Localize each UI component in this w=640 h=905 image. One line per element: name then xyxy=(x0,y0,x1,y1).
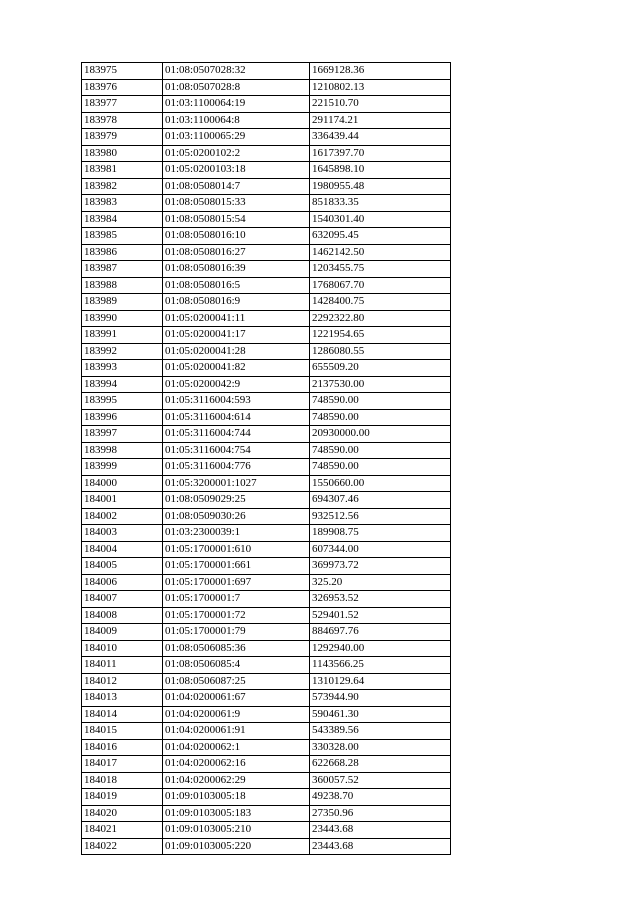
amount-cell: 748590.00 xyxy=(310,442,451,459)
table-row xyxy=(82,327,451,344)
amount-cell: 573944.90 xyxy=(310,690,451,707)
table-row xyxy=(82,244,451,261)
amount-cell: 1617397.70 xyxy=(310,145,451,162)
cadastral-number-cell: 01:03:1100064:8 xyxy=(163,112,310,129)
amount-cell: 529401.52 xyxy=(310,607,451,624)
amount-cell: 622668.28 xyxy=(310,756,451,773)
amount-cell: 1428400.75 xyxy=(310,294,451,311)
cadastral-number-cell: 01:08:0509030:26 xyxy=(163,508,310,525)
amount-cell: 1980955.48 xyxy=(310,178,451,195)
record-id-cell: 183985 xyxy=(82,228,163,245)
record-id-cell: 184017 xyxy=(82,756,163,773)
cadastral-number-cell: 01:05:0200041:82 xyxy=(163,360,310,377)
cadastral-number-cell: 01:08:0508016:5 xyxy=(163,277,310,294)
table-row xyxy=(82,508,451,525)
table-row xyxy=(82,96,451,113)
amount-cell: 1286080.55 xyxy=(310,343,451,360)
table-row xyxy=(82,294,451,311)
cadastral-number-cell: 01:05:3116004:744 xyxy=(163,426,310,443)
table-row xyxy=(82,805,451,822)
cadastral-number-cell: 01:05:3116004:754 xyxy=(163,442,310,459)
cadastral-number-cell: 01:05:1700001:610 xyxy=(163,541,310,558)
amount-cell: 360057.52 xyxy=(310,772,451,789)
cadastral-number-cell: 01:08:0509029:25 xyxy=(163,492,310,509)
record-id-cell: 184014 xyxy=(82,706,163,723)
table-row xyxy=(82,145,451,162)
amount-cell: 607344.00 xyxy=(310,541,451,558)
record-id-cell: 183978 xyxy=(82,112,163,129)
record-id-cell: 183982 xyxy=(82,178,163,195)
table-row xyxy=(82,63,451,80)
table-row xyxy=(82,772,451,789)
cadastral-number-cell: 01:05:0200041:11 xyxy=(163,310,310,327)
cadastral-number-cell: 01:03:1100064:19 xyxy=(163,96,310,113)
table-row xyxy=(82,459,451,476)
record-id-cell: 183994 xyxy=(82,376,163,393)
table-row xyxy=(82,393,451,410)
cadastral-number-cell: 01:05:3200001:1027 xyxy=(163,475,310,492)
record-id-cell: 184001 xyxy=(82,492,163,509)
cadastral-number-cell: 01:03:1100065:29 xyxy=(163,129,310,146)
cadastral-number-cell: 01:05:0200042:9 xyxy=(163,376,310,393)
table-row xyxy=(82,756,451,773)
cadastral-number-cell: 01:05:1700001:661 xyxy=(163,558,310,575)
amount-cell: 1540301.40 xyxy=(310,211,451,228)
record-id-cell: 183992 xyxy=(82,343,163,360)
record-id-cell: 183993 xyxy=(82,360,163,377)
cadastral-number-cell: 01:05:0200041:28 xyxy=(163,343,310,360)
amount-cell: 2137530.00 xyxy=(310,376,451,393)
cadastral-number-cell: 01:05:1700001:79 xyxy=(163,624,310,641)
cadastral-number-cell: 01:04:0200062:1 xyxy=(163,739,310,756)
record-id-cell: 183977 xyxy=(82,96,163,113)
record-id-cell: 184016 xyxy=(82,739,163,756)
table-row xyxy=(82,723,451,740)
amount-cell: 1143566.25 xyxy=(310,657,451,674)
cadastral-number-cell: 01:08:0508016:39 xyxy=(163,261,310,278)
cadastral-number-cell: 01:08:0508016:27 xyxy=(163,244,310,261)
table-row xyxy=(82,277,451,294)
amount-cell: 326953.52 xyxy=(310,591,451,608)
amount-cell: 694307.46 xyxy=(310,492,451,509)
amount-cell: 1669128.36 xyxy=(310,63,451,80)
amount-cell: 1310129.64 xyxy=(310,673,451,690)
record-id-cell: 183998 xyxy=(82,442,163,459)
table-row xyxy=(82,343,451,360)
amount-cell: 49238.70 xyxy=(310,789,451,806)
amount-cell: 748590.00 xyxy=(310,459,451,476)
cadastral-number-cell: 01:09:0103005:210 xyxy=(163,822,310,839)
amount-cell: 189908.75 xyxy=(310,525,451,542)
table-row xyxy=(82,228,451,245)
cadastral-number-cell: 01:08:0507028:8 xyxy=(163,79,310,96)
record-id-cell: 183981 xyxy=(82,162,163,179)
cadastral-number-cell: 01:05:3116004:776 xyxy=(163,459,310,476)
amount-cell: 851833.35 xyxy=(310,195,451,212)
table-row xyxy=(82,442,451,459)
amount-cell: 1221954.65 xyxy=(310,327,451,344)
record-id-cell: 183996 xyxy=(82,409,163,426)
amount-cell: 221510.70 xyxy=(310,96,451,113)
record-id-cell: 184006 xyxy=(82,574,163,591)
amount-cell: 632095.45 xyxy=(310,228,451,245)
table-row xyxy=(82,673,451,690)
amount-cell: 1645898.10 xyxy=(310,162,451,179)
table-row xyxy=(82,558,451,575)
cadastral-number-cell: 01:05:1700001:7 xyxy=(163,591,310,608)
record-id-cell: 184009 xyxy=(82,624,163,641)
cadastral-number-cell: 01:08:0508016:9 xyxy=(163,294,310,311)
cadastral-number-cell: 01:04:0200062:29 xyxy=(163,772,310,789)
record-id-cell: 184022 xyxy=(82,838,163,855)
amount-cell: 932512.56 xyxy=(310,508,451,525)
record-id-cell: 184004 xyxy=(82,541,163,558)
record-id-cell: 183990 xyxy=(82,310,163,327)
table-row xyxy=(82,492,451,509)
table-row xyxy=(82,376,451,393)
table-row xyxy=(82,475,451,492)
amount-cell: 2292322.80 xyxy=(310,310,451,327)
record-id-cell: 184013 xyxy=(82,690,163,707)
table-row xyxy=(82,789,451,806)
record-id-cell: 183989 xyxy=(82,294,163,311)
table-row xyxy=(82,591,451,608)
cadastral-number-cell: 01:04:0200062:16 xyxy=(163,756,310,773)
data-table xyxy=(81,62,451,855)
cadastral-number-cell: 01:04:0200061:9 xyxy=(163,706,310,723)
table-row xyxy=(82,162,451,179)
record-id-cell: 184015 xyxy=(82,723,163,740)
cadastral-number-cell: 01:08:0506085:4 xyxy=(163,657,310,674)
cadastral-number-cell: 01:08:0508015:33 xyxy=(163,195,310,212)
record-id-cell: 183980 xyxy=(82,145,163,162)
cadastral-number-cell: 01:08:0507028:32 xyxy=(163,63,310,80)
table-row xyxy=(82,261,451,278)
record-id-cell: 183976 xyxy=(82,79,163,96)
cadastral-number-cell: 01:05:0200103:18 xyxy=(163,162,310,179)
table-row xyxy=(82,706,451,723)
table-row xyxy=(82,657,451,674)
record-id-cell: 183991 xyxy=(82,327,163,344)
record-id-cell: 183979 xyxy=(82,129,163,146)
record-id-cell: 184005 xyxy=(82,558,163,575)
cadastral-number-cell: 01:09:0103005:220 xyxy=(163,838,310,855)
cadastral-number-cell: 01:09:0103005:183 xyxy=(163,805,310,822)
table-row xyxy=(82,310,451,327)
table-row xyxy=(82,525,451,542)
record-id-cell: 183997 xyxy=(82,426,163,443)
record-id-cell: 183987 xyxy=(82,261,163,278)
cadastral-number-cell: 01:05:0200041:17 xyxy=(163,327,310,344)
cadastral-number-cell: 01:04:0200061:67 xyxy=(163,690,310,707)
cadastral-number-cell: 01:08:0508016:10 xyxy=(163,228,310,245)
cadastral-number-cell: 01:03:2300039:1 xyxy=(163,525,310,542)
record-id-cell: 183988 xyxy=(82,277,163,294)
table-row xyxy=(82,574,451,591)
record-id-cell: 183983 xyxy=(82,195,163,212)
table-row xyxy=(82,541,451,558)
cadastral-number-cell: 01:08:0508014:7 xyxy=(163,178,310,195)
amount-cell: 330328.00 xyxy=(310,739,451,756)
table-body xyxy=(82,63,451,855)
amount-cell: 1768067.70 xyxy=(310,277,451,294)
record-id-cell: 183986 xyxy=(82,244,163,261)
cadastral-number-cell: 01:05:1700001:72 xyxy=(163,607,310,624)
cadastral-number-cell: 01:04:0200061:91 xyxy=(163,723,310,740)
amount-cell: 23443.68 xyxy=(310,822,451,839)
amount-cell: 336439.44 xyxy=(310,129,451,146)
cadastral-number-cell: 01:08:0506085:36 xyxy=(163,640,310,657)
amount-cell: 1292940.00 xyxy=(310,640,451,657)
table-row xyxy=(82,129,451,146)
amount-cell: 325.20 xyxy=(310,574,451,591)
cadastral-number-cell: 01:05:3116004:614 xyxy=(163,409,310,426)
table-row xyxy=(82,739,451,756)
table-row xyxy=(82,195,451,212)
table-row xyxy=(82,178,451,195)
amount-cell: 543389.56 xyxy=(310,723,451,740)
table-row xyxy=(82,607,451,624)
amount-cell: 20930000.00 xyxy=(310,426,451,443)
cadastral-number-cell: 01:08:0506087:25 xyxy=(163,673,310,690)
record-id-cell: 184010 xyxy=(82,640,163,657)
cadastral-number-cell: 01:05:3116004:593 xyxy=(163,393,310,410)
amount-cell: 1462142.50 xyxy=(310,244,451,261)
record-id-cell: 184019 xyxy=(82,789,163,806)
cadastral-number-cell: 01:05:1700001:697 xyxy=(163,574,310,591)
amount-cell: 590461.30 xyxy=(310,706,451,723)
table-row xyxy=(82,624,451,641)
table-row xyxy=(82,112,451,129)
amount-cell: 1210802.13 xyxy=(310,79,451,96)
cadastral-number-cell: 01:09:0103005:18 xyxy=(163,789,310,806)
record-id-cell: 184007 xyxy=(82,591,163,608)
amount-cell: 23443.68 xyxy=(310,838,451,855)
table-row xyxy=(82,822,451,839)
amount-cell: 291174.21 xyxy=(310,112,451,129)
amount-cell: 369973.72 xyxy=(310,558,451,575)
record-id-cell: 184020 xyxy=(82,805,163,822)
amount-cell: 748590.00 xyxy=(310,409,451,426)
record-id-cell: 184011 xyxy=(82,657,163,674)
record-id-cell: 184008 xyxy=(82,607,163,624)
amount-cell: 655509.20 xyxy=(310,360,451,377)
table-row xyxy=(82,690,451,707)
table-row xyxy=(82,79,451,96)
table-row xyxy=(82,640,451,657)
record-id-cell: 183999 xyxy=(82,459,163,476)
amount-cell: 1550660.00 xyxy=(310,475,451,492)
record-id-cell: 183984 xyxy=(82,211,163,228)
cadastral-number-cell: 01:08:0508015:54 xyxy=(163,211,310,228)
table-row xyxy=(82,409,451,426)
table-row xyxy=(82,211,451,228)
record-id-cell: 183975 xyxy=(82,63,163,80)
amount-cell: 1203455.75 xyxy=(310,261,451,278)
amount-cell: 884697.76 xyxy=(310,624,451,641)
table-row xyxy=(82,360,451,377)
record-id-cell: 184018 xyxy=(82,772,163,789)
record-id-cell: 184021 xyxy=(82,822,163,839)
record-id-cell: 184002 xyxy=(82,508,163,525)
table-row xyxy=(82,426,451,443)
record-id-cell: 184012 xyxy=(82,673,163,690)
record-id-cell: 184003 xyxy=(82,525,163,542)
record-id-cell: 183995 xyxy=(82,393,163,410)
table-row xyxy=(82,838,451,855)
record-id-cell: 184000 xyxy=(82,475,163,492)
amount-cell: 27350.96 xyxy=(310,805,451,822)
amount-cell: 748590.00 xyxy=(310,393,451,410)
cadastral-number-cell: 01:05:0200102:2 xyxy=(163,145,310,162)
